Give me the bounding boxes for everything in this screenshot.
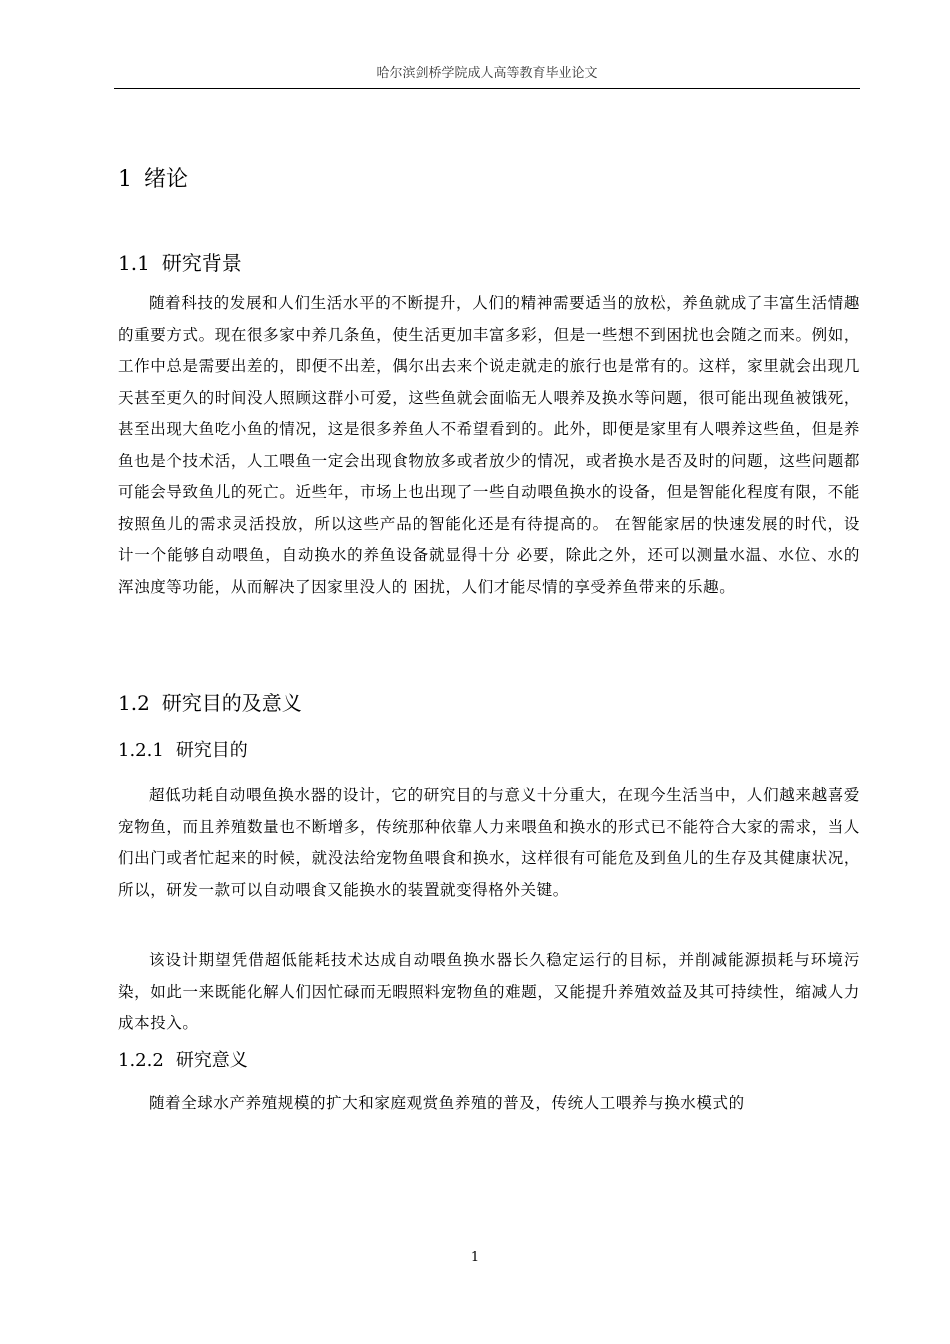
subsection-title: 研究目的 (175, 740, 248, 761)
paragraph-purpose-2: 该设计期望凭借超低能耗技术达成自动喂鱼换水器长久稳定运行的目标，并削减能源损耗与环境污染，如此一来既能化解人们因忙碌而无暇照料宠物鱼的难题，又能提升养殖效益及其可持续性，缩减人力成本投入。 (118, 951, 860, 1032)
section-heading-purpose-significance (118, 688, 302, 718)
chapter-title: 绪论 (144, 167, 189, 192)
section-number: 1.2 (118, 691, 150, 715)
section-heading-background (118, 248, 242, 278)
subsection-number: 1.2.1 (118, 740, 164, 761)
page-header (114, 64, 860, 89)
subsection-heading-purpose (118, 737, 248, 765)
page-number: 1 (470, 1250, 480, 1265)
chapter-number: 1 (118, 167, 132, 192)
subsection-heading-significance (118, 1047, 248, 1075)
section-title: 研究背景 (161, 251, 242, 275)
header-title: 哈尔滨剑桥学院成人高等教育毕业论文 (376, 66, 598, 81)
subsection-number: 1.2.2 (118, 1050, 164, 1071)
section-title: 研究目的及意义 (161, 691, 302, 715)
section-number: 1.1 (118, 251, 150, 275)
paragraph-purpose-1: 超低功耗自动喂鱼换水器的设计，它的研究目的与意义十分重大，在现今生活当中，人们越来越喜爱宠物鱼，而且养殖数量也不断增多，传统那种依靠人力来喂鱼和换水的形式已不能符合大家的需求，当人们出门或者忙起来的时候，就没法给宠物鱼喂食和换水，这样很有可能危及到鱼儿的生存及其健康状况，所以，研发一款可以自动喂食又能换水的装置就变得格外关键。 (118, 786, 860, 899)
subsection-title: 研究意义 (175, 1050, 248, 1071)
paragraph-background: 随着科技的发展和人们生活水平的不断提升，人们的精神需要适当的放松，养鱼就成了丰富生活情趣的重要方式。现在很多家中养几条鱼，使生活更加丰富多彩，但是一些想不到困扰也会随之而来。例如，工作中总是需要出差的，即便不出差，偶尔出去来个说走就走的旅行也是常有的。这样，家里就会出现几天甚至更久的时间没人照顾这群小可爱，这些鱼就会面临无人喂养及换水等问题，很可能出现鱼被饿死，甚至出现大鱼吃小鱼的情况，这是很多养鱼人不希望看到的。此外，即便是家里有人喂养这些鱼，但是养鱼也是个技术活，人工喂鱼一定会出现食物放多或者放少的情况，或者换水是否及时的问题，这些问题都可能会导致鱼儿的死亡。近些年，市场上也出现了一些自动喂鱼换水的设备，但是智能化程度有限，不能按照鱼儿的需求灵活投放，所以这些产品的智能化还是有待提高的。 在智能家居的快速发展的时代，设计一个能够自动喂鱼，自动换水的养鱼设备就显得十分 必要，除此之外，还可以测量水温、水位、水的浑浊度等功能，从而解决了因家里没人的 困扰，人们才能尽情的享受养鱼带来的乐趣。 (118, 294, 860, 596)
chapter-heading (118, 164, 188, 196)
paragraph-significance: 随着全球水产养殖规模的扩大和家庭观赏鱼养殖的普及，传统人工喂养与换水模式的 (149, 1094, 745, 1112)
